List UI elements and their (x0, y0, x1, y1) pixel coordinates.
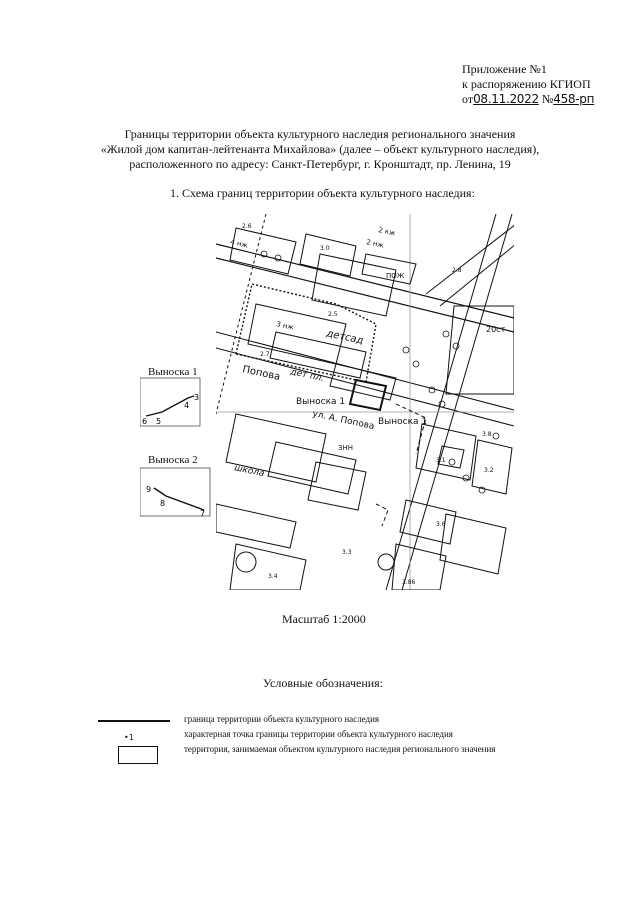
svg-text:ПОЖ: ПОЖ (386, 272, 405, 280)
callout-1-drawing (140, 366, 204, 428)
map-label-kindergarten: детсад (325, 328, 365, 347)
svg-text:3.3: 3.3 (342, 549, 352, 556)
svg-text:2.7: 2.7 (260, 351, 270, 358)
svg-text:5: 5 (156, 417, 162, 426)
boundary-map (216, 214, 514, 590)
svg-text:3 нж: 3 нж (275, 320, 295, 332)
svg-text:2 кж: 2 кж (377, 226, 397, 238)
svg-text:2.8: 2.8 (452, 267, 462, 274)
svg-text:3.0: 3.0 (320, 245, 330, 252)
map-callout-ref-1: Выноска 1 (296, 397, 346, 407)
svg-text:3.1: 3.1 (436, 457, 446, 464)
svg-text:3.86: 3.86 (402, 579, 416, 586)
legend-boundary-line-symbol (98, 720, 170, 722)
svg-text:2.5: 2.5 (328, 311, 338, 318)
appendix-block (462, 62, 594, 107)
appendix-number: 458-рп (553, 92, 595, 106)
svg-text:4 нж: 4 нж (229, 238, 249, 250)
appendix-date: 08.11.2022 (473, 92, 539, 106)
callout-2-label: Выноска 2 (148, 454, 198, 466)
svg-text:4: 4 (184, 401, 190, 410)
svg-text:7: 7 (200, 509, 206, 518)
legend-item-territory: территория, занимаемая объектом культурного наследия регионального значения (184, 744, 496, 754)
appendix-date-line: от08.11.2022 №458-рп (462, 92, 595, 106)
callout-1 (140, 366, 204, 428)
document-title: Границы территории объекта культурного наследия регионального значения «Жилой дом капитан-лейтенанта Михайлова» (далее – объект культурного наследия), расположенного по адресу: Санкт-Петербург, г. Кронштадт, пр. Ленина, 19 (100, 127, 540, 171)
section-heading: 1. Схема границ территории объекта культурного наследия: (170, 186, 475, 200)
svg-text:3.2: 3.2 (484, 467, 494, 474)
callout-1-label: Выноска 1 (148, 366, 198, 378)
map-label-20st: 20ст (486, 325, 506, 334)
svg-text:8: 8 (160, 499, 166, 508)
callout-2 (140, 454, 212, 518)
legend-point-symbol: •1 (124, 733, 134, 742)
svg-text:9: 9 (146, 485, 152, 494)
map-label-school: школа (233, 463, 266, 480)
svg-text:2 нж: 2 нж (365, 238, 385, 250)
map-scale: Масштаб 1:2000 (282, 612, 366, 626)
svg-text:2.6: 2.6 (242, 223, 252, 230)
svg-text:3.6: 3.6 (436, 521, 446, 528)
svg-text:6: 6 (142, 417, 148, 426)
appendix-line1: Приложение №1 (462, 62, 547, 76)
map-callout-ref-2: Выноска 1 (378, 417, 428, 427)
legend-territory-symbol (118, 746, 158, 764)
legend-item-point: характерная точка границы территории объекта культурного наследия (184, 729, 453, 739)
callout-2-drawing (140, 454, 212, 518)
appendix-line2: к распоряжению КГИОП (462, 77, 591, 91)
street-popova-label: Попова (241, 364, 282, 383)
svg-text:3: 3 (194, 393, 200, 402)
svg-text:3.8: 3.8 (482, 431, 492, 438)
svg-text:3.4: 3.4 (268, 573, 278, 580)
legend-title: Условные обозначения: (263, 676, 384, 690)
svg-text:ЗНН: ЗНН (338, 444, 354, 452)
street-apopova-label: ул. А. Попова (311, 409, 376, 433)
map-label-playground: дет пл. (289, 367, 326, 385)
legend-item-boundary: граница территории объекта культурного наследия (184, 714, 380, 724)
